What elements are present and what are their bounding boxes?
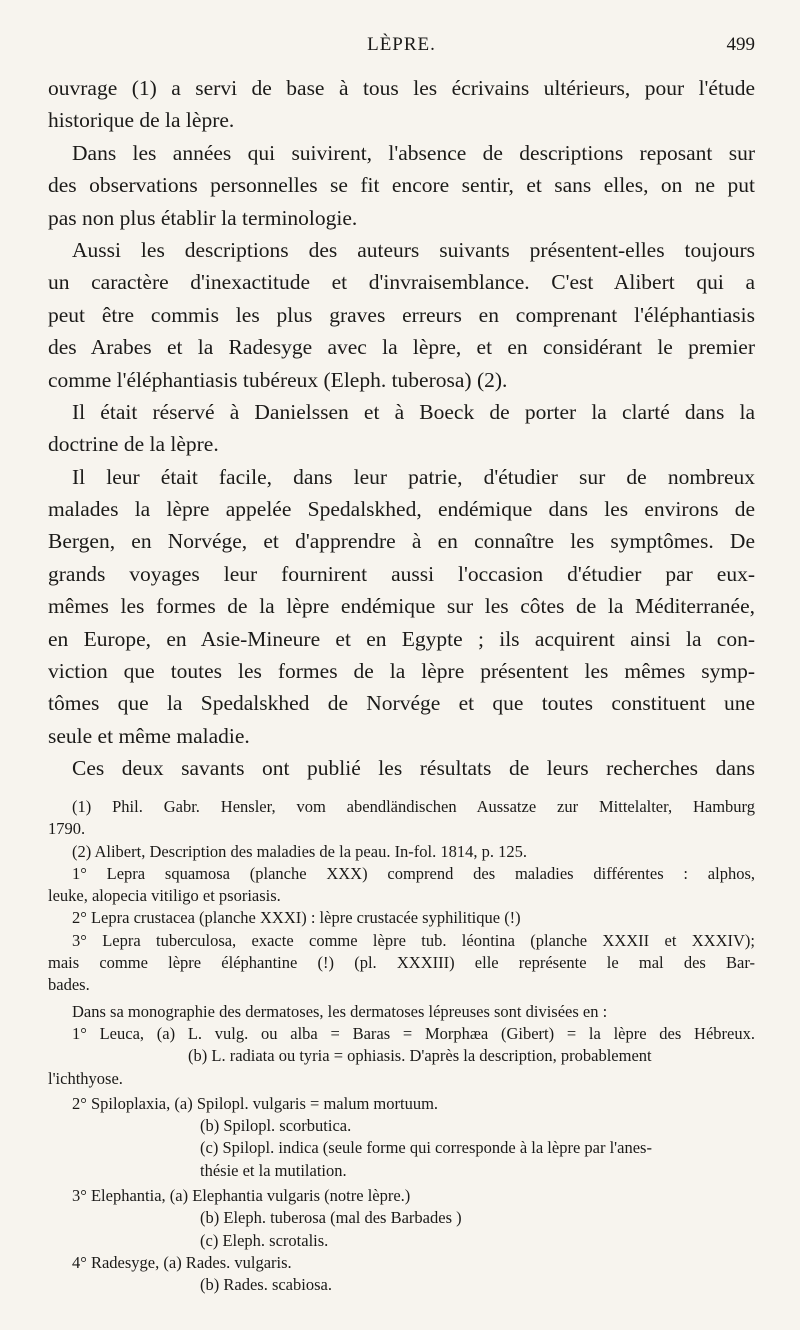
footnote-line: 1° Lepra squamosa (planche XXX) comprend des maladies différentes : alphos, [72,863,755,883]
footnote-line: thésie et la mutilation. [200,1160,347,1180]
body-line: ouvrage (1) a servi de base à tous les écrivains ultérieurs, pour l'étude [48,76,755,100]
body-line: peut être commis les plus graves erreurs en comprenant l'éléphantiasis [48,302,755,327]
body-line: doctrine de la lèpre. [48,432,219,457]
body-line: Il était réservé à Danielssen et à Boeck de porter la clarté dans la [72,399,755,424]
footnote-line: (b) L. radiata ou tyria = ophiasis. D'après la description, probablement [188,1046,652,1066]
body-line: mêmes les formes de la lèpre endémique sur les côtes de la Méditerranée, [48,594,755,619]
body-line: pas non plus établir la terminologie. [48,205,358,230]
body-line: Il leur était facile, dans leur patrie, d'étudier sur de nombreux [72,464,755,489]
body-line: en Europe, en Asie-Mineure et en Egypte ; ils acquirent ainsi la con- [48,626,755,651]
body-line: seule et même maladie. [48,723,250,748]
footnote-line: leuke, alopecia vitiligo et psoriasis. [48,886,281,906]
footnote-line: 2° Spiloplaxia, (a) Spilopl. vulgaris = malum mortuum. [72,1093,439,1113]
footnote-line: (c) Spilopl. indica (seule forme qui corresponde à la lèpre par l'anes- [200,1138,652,1158]
body-line: Bergen, en Norvége, et d'apprendre à en connaître les symptômes. De [48,529,755,554]
footnote-line: 1° Leuca, (a) L. vulg. ou alba = Baras = Morphæa (Gibert) = la lèpre des Hébreux. [72,1023,755,1043]
body-line: Ces deux savants ont publié les résultats de leurs recherches dans [72,756,755,781]
footnote-line: (c) Eleph. scrotalis. [200,1230,329,1250]
footnote-line: 2° Lepra crustacea (planche XXXI) : lèpre crustacée syphilitique (!) [72,908,521,928]
footnote-line: bades. [48,975,90,995]
footnote-line: 3° Elephantia, (a) Elephantia vulgaris (notre lèpre.) [72,1186,411,1206]
main-text [48,72,755,785]
footnote-line: (b) Spilopl. scorbutica. [200,1116,352,1136]
footnote-line: mais comme lèpre éléphantine (!) (pl. XXXIII) elle représente le mal des Bar- [48,953,755,973]
footnote-line: (b) Eleph. tuberosa (mal des Barbades ) [200,1208,462,1228]
body-line: viction que toutes les formes de la lèpre présentent les mêmes symp- [48,659,755,684]
footnote-line: 4° Radesyge, (a) Rades. vulgaris. [72,1252,292,1272]
footnote-line: l'ichthyose. [48,1068,123,1088]
body-line: tômes que la Spedalskhed de Norvége et que toutes constituent une [48,691,755,716]
body-line: grands voyages leur fournirent aussi l'occasion d'étudier par eux- [48,561,755,586]
body-line: des Arabes et la Radesyge avec la lèpre, et en considérant le premier [48,335,755,360]
footnotes [48,796,755,1297]
footnote-line: Dans sa monographie des dermatoses, les dermatoses lépreuses sont divisées en : [72,1001,608,1021]
running-title: LÈPRE. [367,34,436,55]
body-line: Dans les années qui suivirent, l'absence de descriptions reposant sur [72,140,755,165]
body-line: malades la lèpre appelée Spedalskhed, endémique dans les environs de [48,497,755,522]
body-line: des observations personnelles se fit encore sentir, et sans elles, on ne put [48,173,755,198]
page-number: 499 [726,34,755,55]
footnote-line: (b) Rades. scabiosa. [200,1275,332,1295]
footnote-line: (1) Phil. Gabr. Hensler, vom abendländischen Aussatze zur Mittelalter, Hamburg [72,797,755,816]
body-line: un caractère d'inexactitude et d'invraisemblance. C'est Alibert qui a [48,270,755,295]
body-line: historique de la lèpre. [48,108,235,133]
page-header [48,32,755,62]
body-line: Aussi les descriptions des auteurs suivants présentent-elles toujours [72,237,755,262]
footnote-line: (2) Alibert, Description des maladies de la peau. In-fol. 1814, p. 125. [72,841,528,861]
footnote-line: 1790. [48,819,86,839]
body-line: comme l'éléphantiasis tubéreux (Eleph. tuberosa) (2). [48,367,508,392]
footnote-line: 3° Lepra tuberculosa, exacte comme lèpre tub. léontina (planche XXXII et XXXIV); [72,930,755,950]
